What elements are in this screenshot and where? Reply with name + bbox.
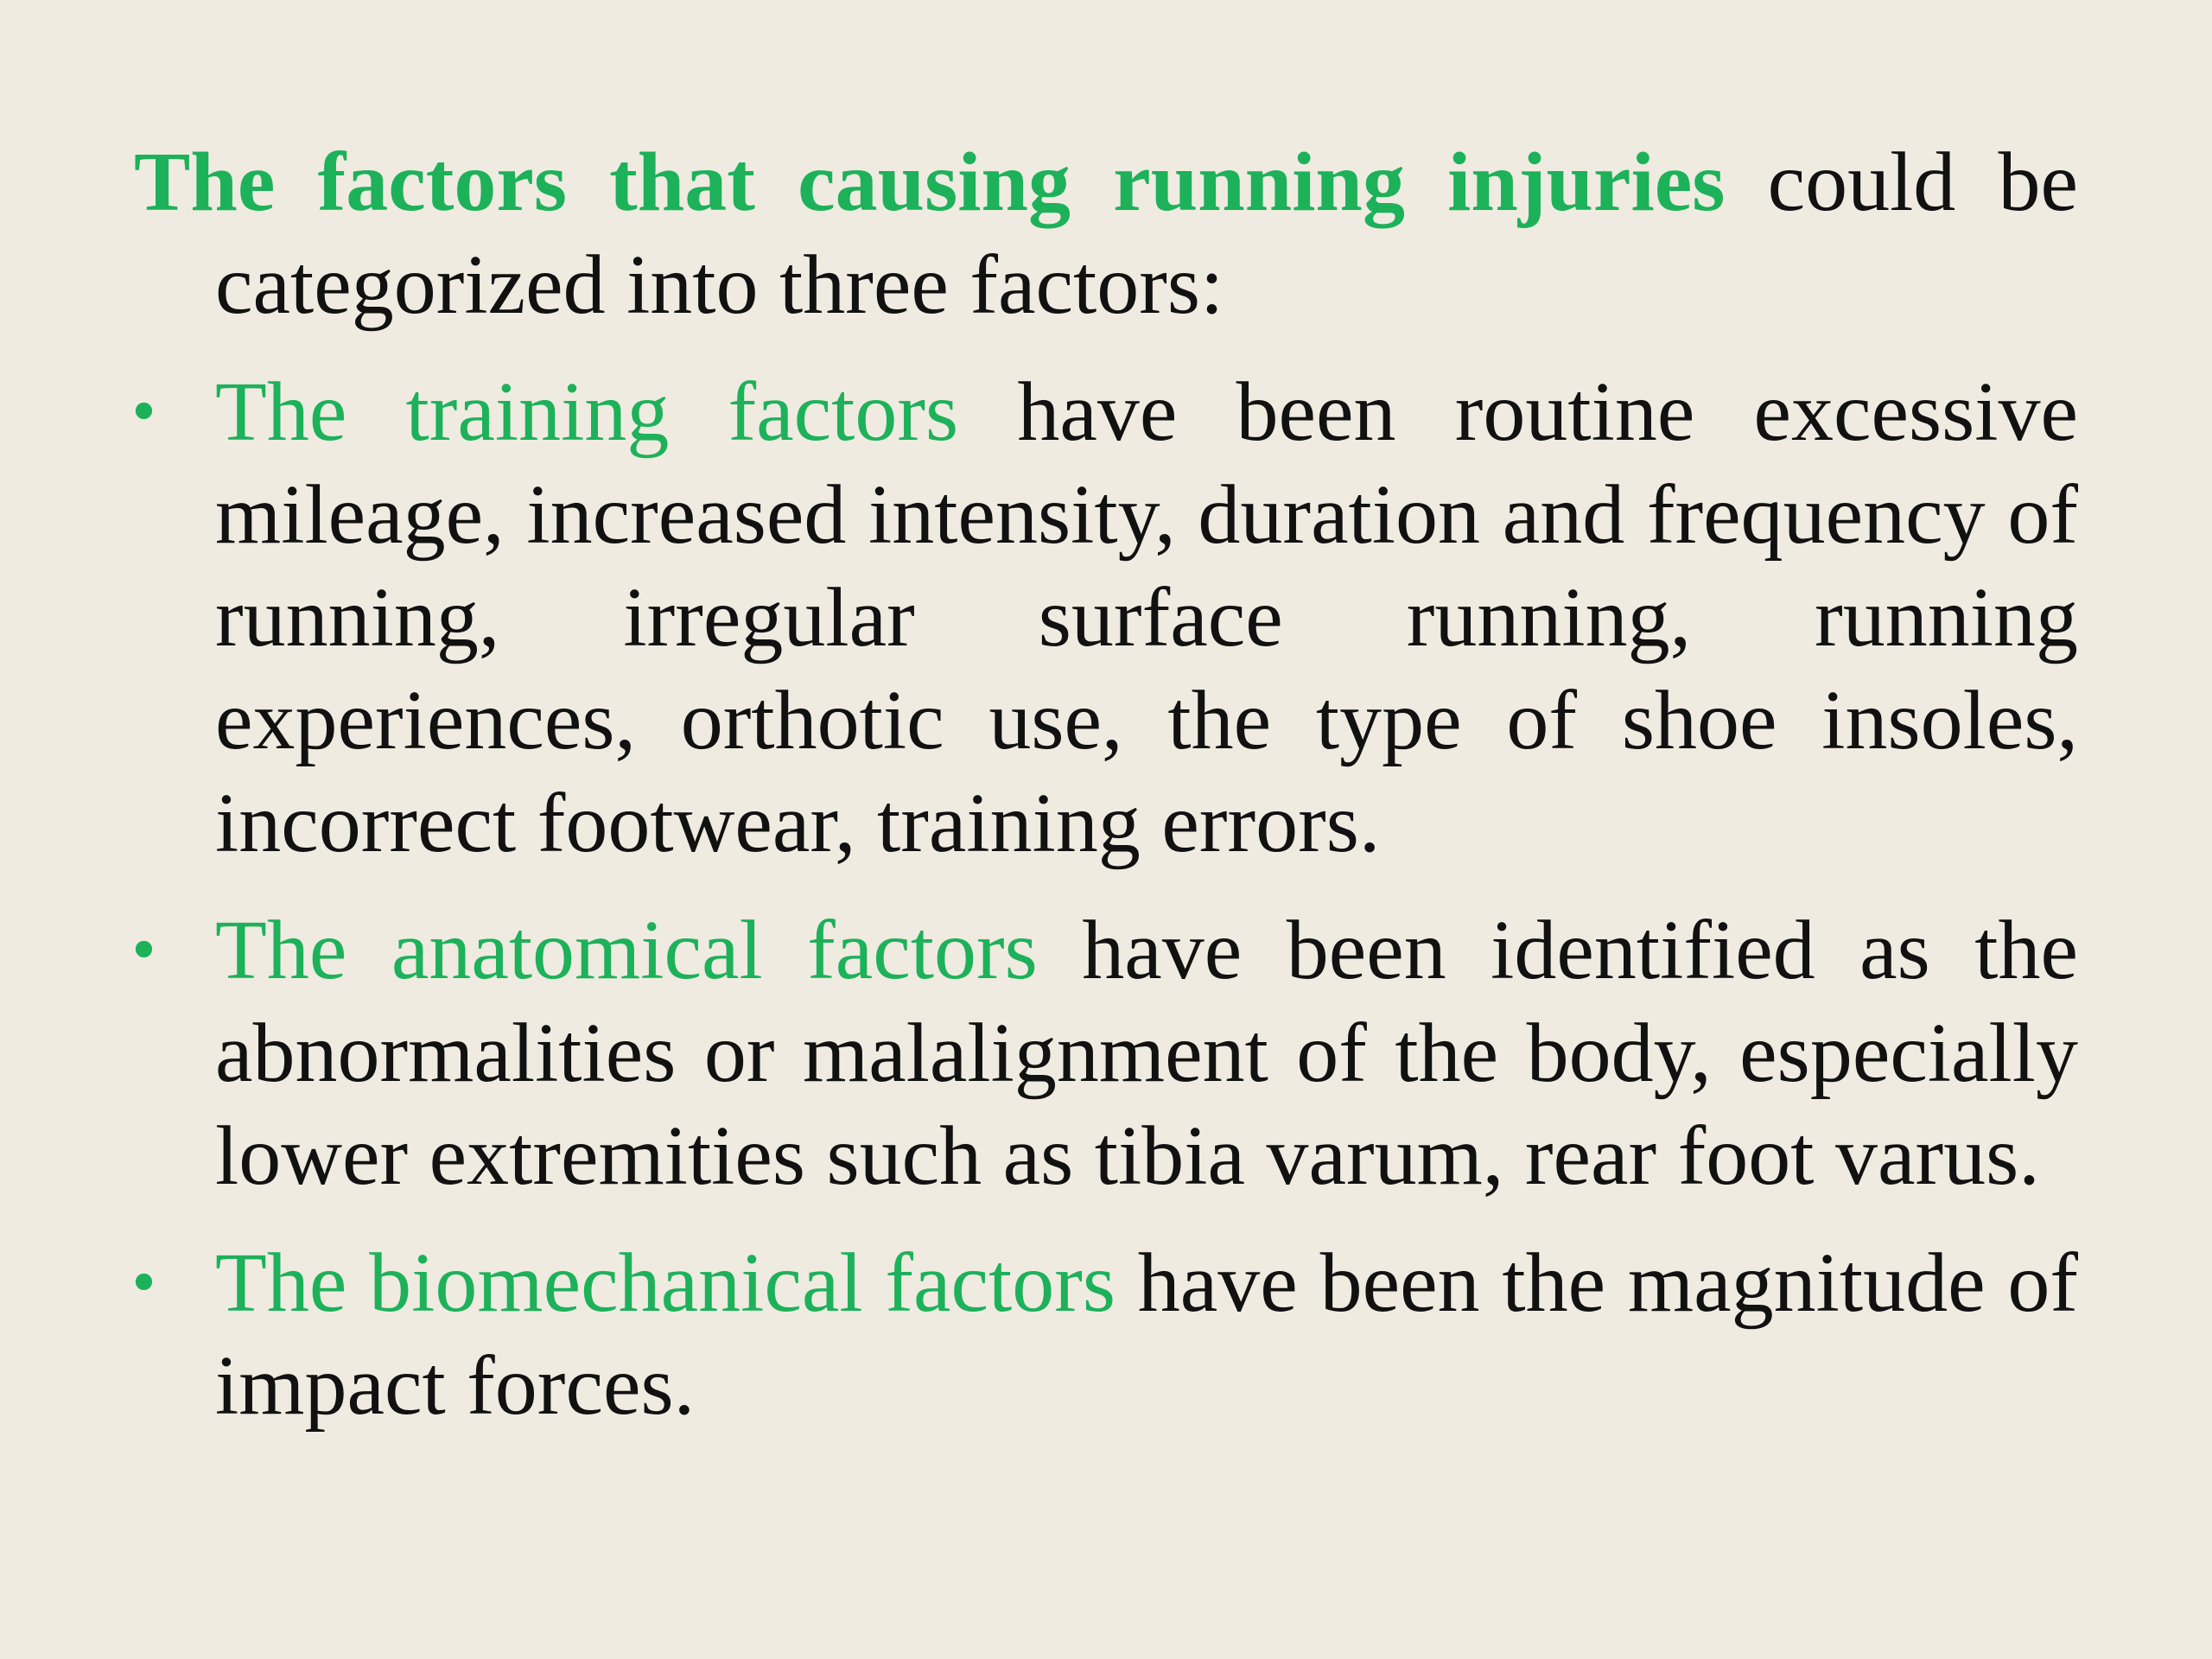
bullet-dot-icon: •: [127, 379, 161, 446]
bullet-text: have been routine excessive mileage, increased intensity, duration and frequency of running, irregular surface running, running experiences, orthotic use, the type of shoe insoles, incorrect footwear, training errors.: [215, 365, 2078, 870]
bullet-highlight: The biomechanical factors: [215, 1236, 1116, 1330]
bullet-dot-icon: •: [127, 1250, 161, 1317]
bullet-highlight: The anatomical factors: [215, 904, 1038, 997]
bullet-highlight: The training factors: [215, 365, 959, 459]
bullet-biomechanical-factors: [127, 1232, 2078, 1438]
bullet-training-factors: [127, 361, 2078, 875]
bullet-text: have been identified as the abnormalities or malalignment of the body, especially lower extremities such as tibia varum, rear foot varus.: [215, 904, 2078, 1203]
slide-content: [127, 131, 2078, 1462]
intro-highlight: The factors that causing running injuries: [134, 136, 1726, 229]
bullet-dot-icon: •: [127, 918, 161, 984]
bullet-anatomical-factors: [127, 899, 2078, 1208]
intro-paragraph: [134, 131, 2078, 337]
intro-text: could be categorized into three factors:: [215, 136, 2078, 332]
bullet-text: have been the magnitude of impact forces.: [215, 1236, 2078, 1433]
